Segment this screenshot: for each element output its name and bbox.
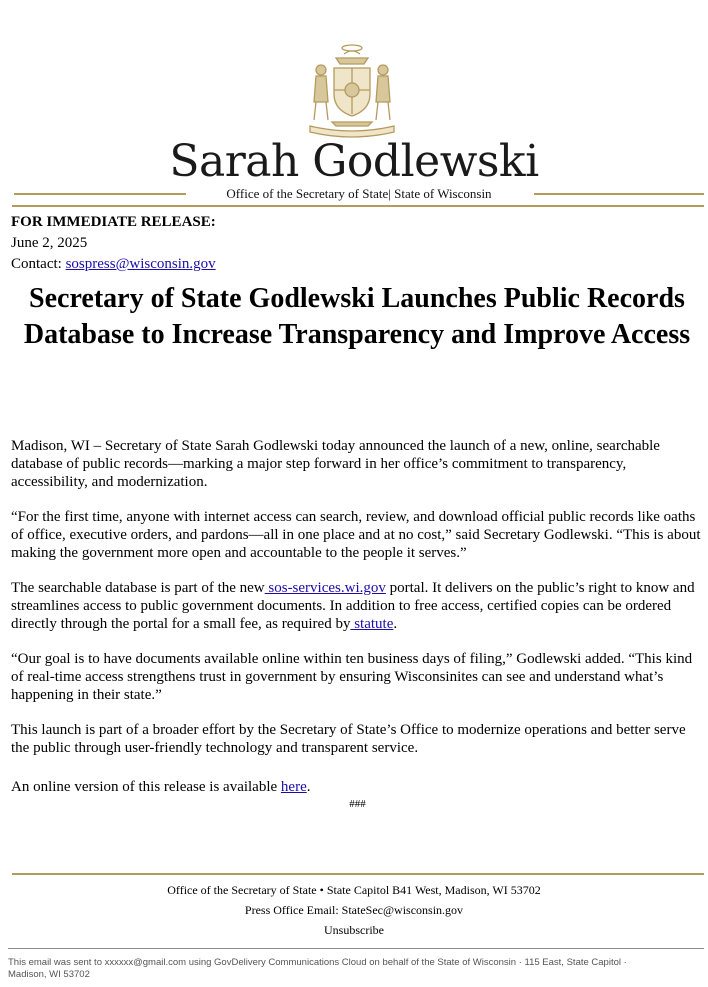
body-paragraph-2: “For the first time, anyone with internet access can search, review, and download official public records like oaths of office, executive orders, and pardons—all in one place and at no cost,” said Secretary Godlewski. “This is about making the government more open and accountable to the people it serves.” [11, 509, 701, 561]
p3-text-b: portal. It delivers on the public’s right to know and streamlines access to public government documents. In addition to free access, certified copies can be ordered directly through the portal for a small fee, as required by [11, 580, 695, 632]
online-text-a: An online version of this release is available [11, 779, 281, 795]
footer-divider [12, 873, 704, 875]
press-headline: Secretary of State Godlewski Launches Public Records Database to Increase Transparency and Improve Access [23, 283, 691, 350]
brand-name: Sarah Godlewski [169, 136, 539, 187]
sos-services-link[interactable]: sos-services.wi.gov [264, 580, 386, 596]
p3-text-a: The searchable database is part of the new [11, 580, 265, 596]
contact-label: Contact: [11, 256, 66, 272]
subtitle-right-rule [534, 193, 704, 195]
release-info [11, 212, 216, 275]
online-version-link[interactable]: here [280, 779, 307, 795]
wisconsin-seal-icon [306, 42, 398, 142]
p3-text-c: . [393, 616, 398, 632]
release-date: June 2, 2025 [11, 235, 88, 251]
contact-email-link[interactable]: sospress@wisconsin.gov [65, 256, 216, 272]
brand-subtitle: Office of the Secretary of State| State of Wisconsin [226, 186, 492, 201]
brand-subtitle-bar [14, 184, 704, 204]
footer-address: Office of the Secretary of State • State Capitol B41 West, Madison, WI 53702 [167, 883, 541, 897]
end-mark: ### [349, 798, 366, 810]
statute-link[interactable]: statute [350, 616, 394, 632]
body-paragraph-4: “Our goal is to have documents available online within ten business days of filing,” Godlewski added. “This kind of real-time access strengthens trust in government by ensuring Wisconsinites can see and understand what’s happening in their state.” [11, 651, 693, 703]
body-paragraph-1: Madison, WI – Secretary of State Sarah Godlewski today announced the launch of a new, online, searchable database of public records—marking a major step forward in her office’s commitment to transparency, accessibility, and modernization. [11, 438, 660, 490]
release-contact [11, 254, 216, 275]
online-text-b: . [306, 779, 311, 795]
release-label: FOR IMMEDIATE RELEASE: [11, 214, 216, 230]
release-body [11, 437, 704, 811]
online-version-line [11, 778, 704, 796]
unsubscribe-link[interactable]: Unsubscribe [324, 923, 384, 937]
footer [0, 880, 708, 940]
govdelivery-note: This email was sent to xxxxxx@gmail.com using GovDelivery Communications Cloud on behalf of the State of Wisconsin · 115 East, State Capitol · Madison, WI 53702 [8, 957, 627, 980]
body-paragraph-5: This launch is part of a broader effort by the Secretary of State’s Office to modernize operations and better serve the public through user-friendly technology and transparent service. [11, 722, 686, 756]
body-paragraph-3 [11, 579, 704, 633]
footer-press-email: Press Office Email: StateSec@wisconsin.gov [244, 903, 464, 917]
header-divider [12, 205, 704, 207]
govdelivery-divider [8, 948, 704, 949]
